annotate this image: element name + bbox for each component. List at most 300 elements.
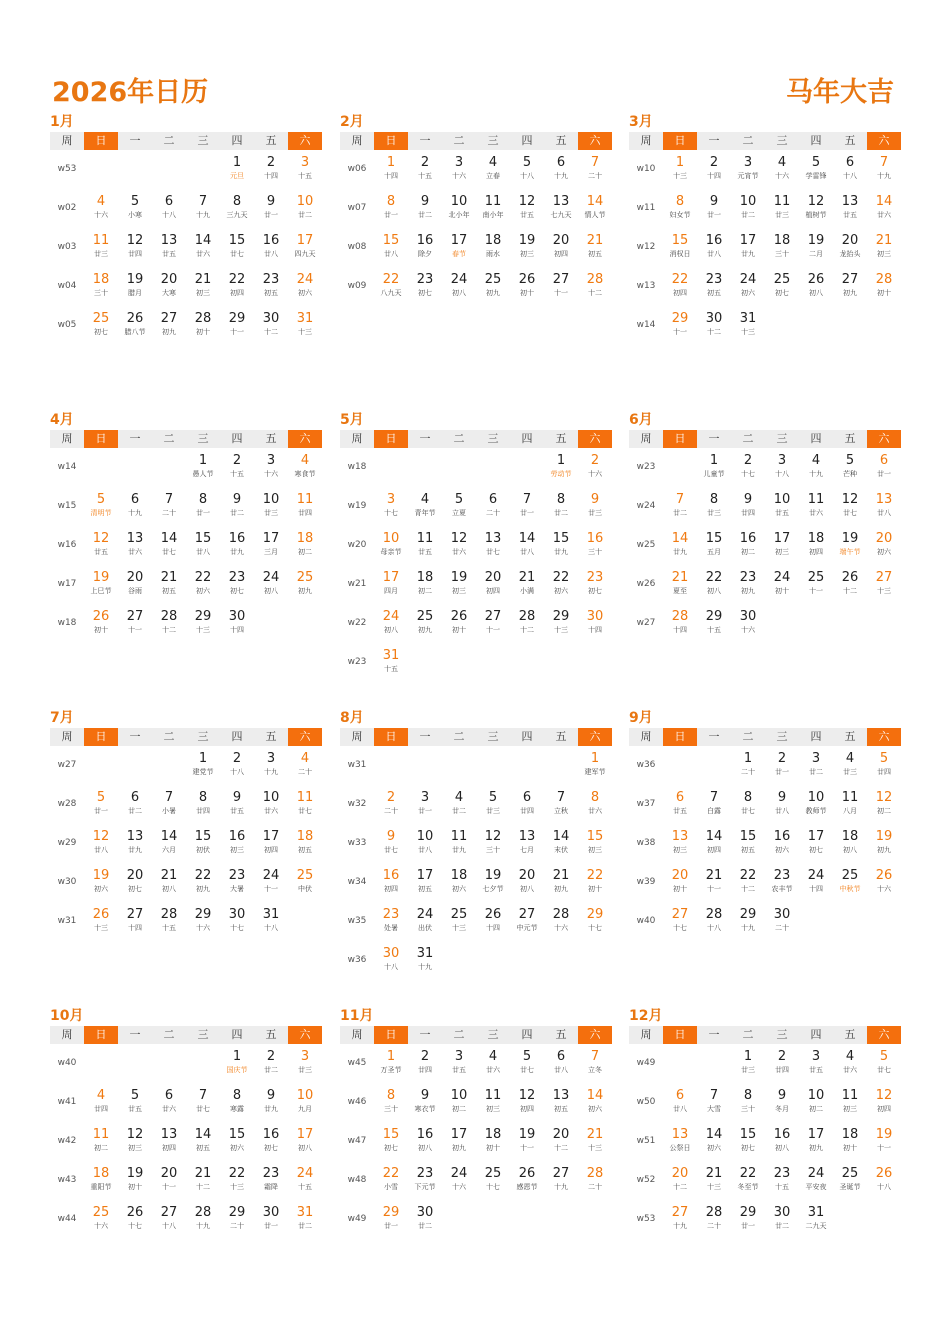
day-cell[interactable]: [510, 824, 544, 863]
day-cell[interactable]: [118, 487, 152, 526]
day-cell[interactable]: [731, 1161, 765, 1200]
day-cell[interactable]: [84, 1161, 118, 1200]
day-cell[interactable]: [578, 785, 612, 824]
day-cell[interactable]: [288, 863, 322, 902]
day-cell[interactable]: [731, 863, 765, 902]
day-cell[interactable]: [186, 863, 220, 902]
day-cell[interactable]: [731, 604, 765, 643]
day-cell[interactable]: [578, 1044, 612, 1083]
day-cell[interactable]: [254, 1122, 288, 1161]
day-cell[interactable]: [544, 902, 578, 941]
day-cell[interactable]: [663, 604, 697, 643]
day-cell[interactable]: [374, 189, 408, 228]
day-cell[interactable]: [799, 1161, 833, 1200]
day-cell[interactable]: [697, 487, 731, 526]
day-cell[interactable]: [510, 526, 544, 565]
day-cell[interactable]: [254, 267, 288, 306]
day-cell[interactable]: [578, 150, 612, 189]
day-cell[interactable]: [374, 150, 408, 189]
day-cell[interactable]: [731, 1044, 765, 1083]
day-cell[interactable]: [374, 1044, 408, 1083]
day-cell[interactable]: [476, 1044, 510, 1083]
day-cell[interactable]: [254, 565, 288, 604]
day-cell[interactable]: [663, 863, 697, 902]
day-cell[interactable]: [765, 1161, 799, 1200]
day-cell[interactable]: [288, 189, 322, 228]
day-cell[interactable]: [220, 1044, 254, 1083]
day-cell[interactable]: [374, 1083, 408, 1122]
day-cell[interactable]: [799, 448, 833, 487]
day-cell[interactable]: [578, 448, 612, 487]
day-cell[interactable]: [476, 228, 510, 267]
day-cell[interactable]: [731, 1200, 765, 1239]
day-cell[interactable]: [254, 228, 288, 267]
day-cell[interactable]: [288, 1044, 322, 1083]
day-cell[interactable]: [118, 565, 152, 604]
day-cell[interactable]: [220, 565, 254, 604]
day-cell[interactable]: [663, 1200, 697, 1239]
day-cell[interactable]: [118, 526, 152, 565]
day-cell[interactable]: [408, 863, 442, 902]
day-cell[interactable]: [374, 604, 408, 643]
day-cell[interactable]: [442, 1044, 476, 1083]
day-cell[interactable]: [867, 1161, 901, 1200]
day-cell[interactable]: [186, 448, 220, 487]
day-cell[interactable]: [867, 487, 901, 526]
day-cell[interactable]: [833, 526, 867, 565]
day-cell[interactable]: [476, 189, 510, 228]
day-cell[interactable]: [510, 863, 544, 902]
day-cell[interactable]: [408, 526, 442, 565]
day-cell[interactable]: [833, 824, 867, 863]
day-cell[interactable]: [663, 565, 697, 604]
day-cell[interactable]: [288, 150, 322, 189]
day-cell[interactable]: [288, 746, 322, 785]
day-cell[interactable]: [578, 824, 612, 863]
day-cell[interactable]: [84, 306, 118, 345]
day-cell[interactable]: [765, 1044, 799, 1083]
day-cell[interactable]: [663, 1083, 697, 1122]
day-cell[interactable]: [476, 824, 510, 863]
day-cell[interactable]: [833, 150, 867, 189]
day-cell[interactable]: [663, 150, 697, 189]
day-cell[interactable]: [254, 526, 288, 565]
day-cell[interactable]: [765, 448, 799, 487]
day-cell[interactable]: [510, 1044, 544, 1083]
day-cell[interactable]: [765, 902, 799, 941]
day-cell[interactable]: [254, 189, 288, 228]
day-cell[interactable]: [374, 526, 408, 565]
day-cell[interactable]: [544, 228, 578, 267]
day-cell[interactable]: [731, 785, 765, 824]
day-cell[interactable]: [476, 604, 510, 643]
day-cell[interactable]: [186, 228, 220, 267]
day-cell[interactable]: [374, 785, 408, 824]
day-cell[interactable]: [799, 746, 833, 785]
day-cell[interactable]: [833, 565, 867, 604]
day-cell[interactable]: [510, 565, 544, 604]
day-cell[interactable]: [186, 189, 220, 228]
day-cell[interactable]: [765, 1083, 799, 1122]
day-cell[interactable]: [152, 785, 186, 824]
day-cell[interactable]: [867, 526, 901, 565]
day-cell[interactable]: [152, 1200, 186, 1239]
day-cell[interactable]: [220, 824, 254, 863]
day-cell[interactable]: [186, 565, 220, 604]
day-cell[interactable]: [476, 863, 510, 902]
day-cell[interactable]: [731, 306, 765, 345]
day-cell[interactable]: [254, 902, 288, 941]
day-cell[interactable]: [118, 863, 152, 902]
day-cell[interactable]: [833, 863, 867, 902]
day-cell[interactable]: [374, 941, 408, 980]
day-cell[interactable]: [254, 306, 288, 345]
day-cell[interactable]: [118, 902, 152, 941]
day-cell[interactable]: [578, 526, 612, 565]
day-cell[interactable]: [220, 1200, 254, 1239]
day-cell[interactable]: [731, 487, 765, 526]
day-cell[interactable]: [254, 150, 288, 189]
day-cell[interactable]: [697, 1083, 731, 1122]
day-cell[interactable]: [578, 1083, 612, 1122]
day-cell[interactable]: [118, 824, 152, 863]
day-cell[interactable]: [799, 526, 833, 565]
day-cell[interactable]: [220, 306, 254, 345]
day-cell[interactable]: [833, 1044, 867, 1083]
day-cell[interactable]: [731, 448, 765, 487]
day-cell[interactable]: [697, 228, 731, 267]
day-cell[interactable]: [220, 1122, 254, 1161]
day-cell[interactable]: [476, 1122, 510, 1161]
day-cell[interactable]: [697, 306, 731, 345]
day-cell[interactable]: [697, 267, 731, 306]
day-cell[interactable]: [408, 1161, 442, 1200]
day-cell[interactable]: [544, 1083, 578, 1122]
day-cell[interactable]: [374, 1161, 408, 1200]
day-cell[interactable]: [765, 228, 799, 267]
day-cell[interactable]: [186, 746, 220, 785]
day-cell[interactable]: [833, 785, 867, 824]
day-cell[interactable]: [765, 189, 799, 228]
day-cell[interactable]: [578, 565, 612, 604]
day-cell[interactable]: [544, 150, 578, 189]
day-cell[interactable]: [544, 824, 578, 863]
day-cell[interactable]: [867, 189, 901, 228]
day-cell[interactable]: [374, 565, 408, 604]
day-cell[interactable]: [374, 643, 408, 682]
day-cell[interactable]: [186, 604, 220, 643]
day-cell[interactable]: [799, 863, 833, 902]
day-cell[interactable]: [697, 863, 731, 902]
day-cell[interactable]: [152, 306, 186, 345]
day-cell[interactable]: [442, 1161, 476, 1200]
day-cell[interactable]: [697, 189, 731, 228]
day-cell[interactable]: [476, 1083, 510, 1122]
day-cell[interactable]: [118, 228, 152, 267]
day-cell[interactable]: [510, 1161, 544, 1200]
day-cell[interactable]: [288, 487, 322, 526]
day-cell[interactable]: [510, 604, 544, 643]
day-cell[interactable]: [374, 487, 408, 526]
day-cell[interactable]: [663, 487, 697, 526]
day-cell[interactable]: [254, 1083, 288, 1122]
day-cell[interactable]: [799, 785, 833, 824]
day-cell[interactable]: [408, 1200, 442, 1239]
day-cell[interactable]: [799, 1044, 833, 1083]
day-cell[interactable]: [118, 306, 152, 345]
day-cell[interactable]: [476, 487, 510, 526]
day-cell[interactable]: [476, 785, 510, 824]
day-cell[interactable]: [765, 565, 799, 604]
day-cell[interactable]: [833, 267, 867, 306]
day-cell[interactable]: [442, 487, 476, 526]
day-cell[interactable]: [544, 1122, 578, 1161]
day-cell[interactable]: [867, 1044, 901, 1083]
day-cell[interactable]: [374, 267, 408, 306]
day-cell[interactable]: [833, 1122, 867, 1161]
day-cell[interactable]: [186, 1083, 220, 1122]
day-cell[interactable]: [799, 1083, 833, 1122]
day-cell[interactable]: [544, 487, 578, 526]
day-cell[interactable]: [288, 267, 322, 306]
day-cell[interactable]: [186, 785, 220, 824]
day-cell[interactable]: [152, 267, 186, 306]
day-cell[interactable]: [220, 526, 254, 565]
day-cell[interactable]: [408, 565, 442, 604]
day-cell[interactable]: [408, 487, 442, 526]
day-cell[interactable]: [220, 1161, 254, 1200]
day-cell[interactable]: [408, 267, 442, 306]
day-cell[interactable]: [697, 1161, 731, 1200]
day-cell[interactable]: [254, 487, 288, 526]
day-cell[interactable]: [697, 1122, 731, 1161]
day-cell[interactable]: [697, 526, 731, 565]
day-cell[interactable]: [186, 526, 220, 565]
day-cell[interactable]: [833, 228, 867, 267]
day-cell[interactable]: [152, 824, 186, 863]
day-cell[interactable]: [578, 267, 612, 306]
day-cell[interactable]: [765, 526, 799, 565]
day-cell[interactable]: [186, 1122, 220, 1161]
day-cell[interactable]: [731, 189, 765, 228]
day-cell[interactable]: [510, 785, 544, 824]
day-cell[interactable]: [254, 1161, 288, 1200]
day-cell[interactable]: [84, 487, 118, 526]
day-cell[interactable]: [663, 1122, 697, 1161]
day-cell[interactable]: [867, 228, 901, 267]
day-cell[interactable]: [186, 487, 220, 526]
day-cell[interactable]: [765, 863, 799, 902]
day-cell[interactable]: [288, 228, 322, 267]
day-cell[interactable]: [152, 1161, 186, 1200]
day-cell[interactable]: [544, 526, 578, 565]
day-cell[interactable]: [84, 785, 118, 824]
day-cell[interactable]: [254, 1200, 288, 1239]
day-cell[interactable]: [84, 1122, 118, 1161]
day-cell[interactable]: [152, 565, 186, 604]
day-cell[interactable]: [799, 189, 833, 228]
day-cell[interactable]: [442, 1122, 476, 1161]
day-cell[interactable]: [578, 1122, 612, 1161]
day-cell[interactable]: [799, 487, 833, 526]
day-cell[interactable]: [374, 1200, 408, 1239]
day-cell[interactable]: [833, 487, 867, 526]
day-cell[interactable]: [288, 1122, 322, 1161]
day-cell[interactable]: [731, 902, 765, 941]
day-cell[interactable]: [867, 150, 901, 189]
day-cell[interactable]: [442, 267, 476, 306]
day-cell[interactable]: [408, 228, 442, 267]
day-cell[interactable]: [476, 902, 510, 941]
day-cell[interactable]: [799, 824, 833, 863]
day-cell[interactable]: [254, 785, 288, 824]
day-cell[interactable]: [254, 746, 288, 785]
day-cell[interactable]: [799, 267, 833, 306]
day-cell[interactable]: [152, 604, 186, 643]
day-cell[interactable]: [84, 267, 118, 306]
day-cell[interactable]: [544, 863, 578, 902]
day-cell[interactable]: [442, 565, 476, 604]
day-cell[interactable]: [374, 863, 408, 902]
day-cell[interactable]: [799, 228, 833, 267]
day-cell[interactable]: [118, 189, 152, 228]
day-cell[interactable]: [867, 1083, 901, 1122]
day-cell[interactable]: [186, 902, 220, 941]
day-cell[interactable]: [152, 526, 186, 565]
day-cell[interactable]: [254, 824, 288, 863]
day-cell[interactable]: [765, 746, 799, 785]
day-cell[interactable]: [288, 1161, 322, 1200]
day-cell[interactable]: [374, 1122, 408, 1161]
day-cell[interactable]: [510, 228, 544, 267]
day-cell[interactable]: [288, 1200, 322, 1239]
day-cell[interactable]: [697, 565, 731, 604]
day-cell[interactable]: [220, 863, 254, 902]
day-cell[interactable]: [408, 189, 442, 228]
day-cell[interactable]: [186, 1161, 220, 1200]
day-cell[interactable]: [731, 150, 765, 189]
day-cell[interactable]: [220, 448, 254, 487]
day-cell[interactable]: [765, 824, 799, 863]
day-cell[interactable]: [186, 824, 220, 863]
day-cell[interactable]: [118, 1200, 152, 1239]
day-cell[interactable]: [544, 448, 578, 487]
day-cell[interactable]: [442, 604, 476, 643]
day-cell[interactable]: [731, 526, 765, 565]
day-cell[interactable]: [84, 902, 118, 941]
day-cell[interactable]: [220, 267, 254, 306]
day-cell[interactable]: [697, 448, 731, 487]
day-cell[interactable]: [765, 150, 799, 189]
day-cell[interactable]: [442, 189, 476, 228]
day-cell[interactable]: [510, 189, 544, 228]
day-cell[interactable]: [408, 902, 442, 941]
day-cell[interactable]: [731, 267, 765, 306]
day-cell[interactable]: [697, 785, 731, 824]
day-cell[interactable]: [544, 1044, 578, 1083]
day-cell[interactable]: [731, 228, 765, 267]
day-cell[interactable]: [288, 1083, 322, 1122]
day-cell[interactable]: [288, 306, 322, 345]
day-cell[interactable]: [833, 448, 867, 487]
day-cell[interactable]: [765, 1200, 799, 1239]
day-cell[interactable]: [731, 1122, 765, 1161]
day-cell[interactable]: [578, 863, 612, 902]
day-cell[interactable]: [408, 941, 442, 980]
day-cell[interactable]: [578, 604, 612, 643]
day-cell[interactable]: [374, 824, 408, 863]
day-cell[interactable]: [578, 1161, 612, 1200]
day-cell[interactable]: [867, 267, 901, 306]
day-cell[interactable]: [442, 150, 476, 189]
day-cell[interactable]: [152, 902, 186, 941]
day-cell[interactable]: [578, 746, 612, 785]
day-cell[interactable]: [186, 1200, 220, 1239]
day-cell[interactable]: [374, 228, 408, 267]
day-cell[interactable]: [254, 448, 288, 487]
day-cell[interactable]: [697, 150, 731, 189]
day-cell[interactable]: [544, 604, 578, 643]
day-cell[interactable]: [408, 604, 442, 643]
day-cell[interactable]: [288, 526, 322, 565]
day-cell[interactable]: [544, 1161, 578, 1200]
day-cell[interactable]: [220, 228, 254, 267]
day-cell[interactable]: [867, 746, 901, 785]
day-cell[interactable]: [84, 1200, 118, 1239]
day-cell[interactable]: [765, 1122, 799, 1161]
day-cell[interactable]: [697, 902, 731, 941]
day-cell[interactable]: [663, 785, 697, 824]
day-cell[interactable]: [152, 1122, 186, 1161]
day-cell[interactable]: [442, 863, 476, 902]
day-cell[interactable]: [288, 448, 322, 487]
day-cell[interactable]: [510, 487, 544, 526]
day-cell[interactable]: [510, 150, 544, 189]
day-cell[interactable]: [578, 902, 612, 941]
day-cell[interactable]: [544, 267, 578, 306]
day-cell[interactable]: [374, 902, 408, 941]
day-cell[interactable]: [833, 1083, 867, 1122]
day-cell[interactable]: [288, 565, 322, 604]
day-cell[interactable]: [442, 1083, 476, 1122]
day-cell[interactable]: [220, 902, 254, 941]
day-cell[interactable]: [408, 1122, 442, 1161]
day-cell[interactable]: [731, 824, 765, 863]
day-cell[interactable]: [663, 526, 697, 565]
day-cell[interactable]: [510, 902, 544, 941]
day-cell[interactable]: [833, 189, 867, 228]
day-cell[interactable]: [408, 150, 442, 189]
day-cell[interactable]: [186, 267, 220, 306]
day-cell[interactable]: [84, 228, 118, 267]
day-cell[interactable]: [118, 1161, 152, 1200]
day-cell[interactable]: [663, 824, 697, 863]
day-cell[interactable]: [84, 1083, 118, 1122]
day-cell[interactable]: [731, 746, 765, 785]
day-cell[interactable]: [408, 785, 442, 824]
day-cell[interactable]: [476, 1161, 510, 1200]
day-cell[interactable]: [254, 863, 288, 902]
day-cell[interactable]: [765, 267, 799, 306]
day-cell[interactable]: [84, 189, 118, 228]
day-cell[interactable]: [220, 189, 254, 228]
day-cell[interactable]: [220, 487, 254, 526]
day-cell[interactable]: [476, 526, 510, 565]
day-cell[interactable]: [867, 565, 901, 604]
day-cell[interactable]: [833, 746, 867, 785]
day-cell[interactable]: [476, 565, 510, 604]
day-cell[interactable]: [118, 604, 152, 643]
